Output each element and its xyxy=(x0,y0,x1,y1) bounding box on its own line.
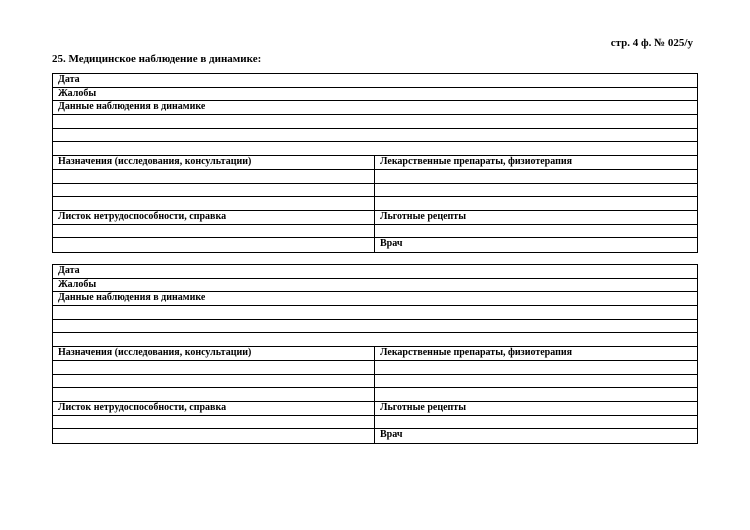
observation-input[interactable] xyxy=(53,115,697,128)
sick-leave-header-row xyxy=(53,402,697,416)
doctor-row xyxy=(53,429,697,443)
doctor-row-spacer[interactable] xyxy=(53,238,375,252)
observation-entry-block xyxy=(52,264,698,444)
prescriptions-input[interactable] xyxy=(53,375,375,388)
prescriptions-line xyxy=(53,361,697,375)
doctor-field[interactable]: Врач xyxy=(380,429,403,441)
observation-line xyxy=(53,115,697,129)
observation-label: Данные наблюдения в динамике xyxy=(58,101,206,113)
complaints-row xyxy=(53,279,697,293)
prescriptions-header-row xyxy=(53,347,697,361)
preferential-input[interactable] xyxy=(375,416,697,429)
prescriptions-input[interactable] xyxy=(53,197,375,210)
observation-input[interactable] xyxy=(53,306,697,319)
prescriptions-input[interactable] xyxy=(53,388,375,401)
drugs-input[interactable] xyxy=(375,197,697,210)
prescriptions-label: Назначения (исследования, консультации) xyxy=(53,156,375,169)
preferential-label: Льготные рецепты xyxy=(380,401,467,413)
observation-header-row xyxy=(53,101,697,115)
observation-line xyxy=(53,320,697,334)
prescriptions-input[interactable] xyxy=(53,361,375,374)
sick-leave-header-row xyxy=(53,211,697,225)
observation-line xyxy=(53,306,697,320)
observation-entry-block xyxy=(52,73,698,253)
drugs-label: Лекарственные препараты, физиотерапия xyxy=(380,347,573,359)
drugs-input[interactable] xyxy=(375,388,697,401)
date-row xyxy=(53,74,697,88)
drugs-input[interactable] xyxy=(375,170,697,183)
prescriptions-label: Назначения (исследования, консультации) xyxy=(53,347,375,360)
section-title: 25. Медицинское наблюдение в динамике: xyxy=(52,53,262,65)
observation-header-row xyxy=(53,292,697,306)
date-row xyxy=(53,265,697,279)
preferential-input[interactable] xyxy=(375,225,697,238)
doctor-field[interactable]: Врач xyxy=(380,238,403,250)
complaints-field[interactable]: Жалобы xyxy=(58,278,97,290)
preferential-label: Льготные рецепты xyxy=(380,210,467,222)
prescriptions-line xyxy=(53,184,697,198)
complaints-field[interactable]: Жалобы xyxy=(58,87,97,99)
sick-leave-line xyxy=(53,416,697,430)
sick-leave-label: Листок нетрудоспособности, справка xyxy=(53,211,375,224)
drugs-input[interactable] xyxy=(375,184,697,197)
prescriptions-header-row xyxy=(53,156,697,170)
sick-leave-label: Листок нетрудоспособности, справка xyxy=(53,402,375,415)
sick-leave-input[interactable] xyxy=(53,225,375,238)
doctor-row xyxy=(53,238,697,252)
observation-input[interactable] xyxy=(53,142,697,155)
prescriptions-input[interactable] xyxy=(53,170,375,183)
drugs-input[interactable] xyxy=(375,361,697,374)
observation-line xyxy=(53,333,697,347)
observation-line xyxy=(53,129,697,143)
observation-line xyxy=(53,142,697,156)
prescriptions-line xyxy=(53,170,697,184)
prescriptions-line xyxy=(53,197,697,211)
observation-input[interactable] xyxy=(53,320,697,333)
sick-leave-line xyxy=(53,225,697,239)
observation-label: Данные наблюдения в динамике xyxy=(58,292,206,304)
date-field[interactable]: Дата xyxy=(58,265,80,276)
date-field[interactable]: Дата xyxy=(58,74,80,85)
observation-input[interactable] xyxy=(53,333,697,346)
drugs-input[interactable] xyxy=(375,375,697,388)
complaints-row xyxy=(53,88,697,102)
observation-input[interactable] xyxy=(53,129,697,142)
prescriptions-line xyxy=(53,375,697,389)
drugs-label: Лекарственные препараты, физиотерапия xyxy=(380,156,573,168)
prescriptions-input[interactable] xyxy=(53,184,375,197)
prescriptions-line xyxy=(53,388,697,402)
sick-leave-input[interactable] xyxy=(53,416,375,429)
doctor-row-spacer[interactable] xyxy=(53,429,375,443)
form-page-reference: стр. 4 ф. № 025/у xyxy=(610,37,693,49)
